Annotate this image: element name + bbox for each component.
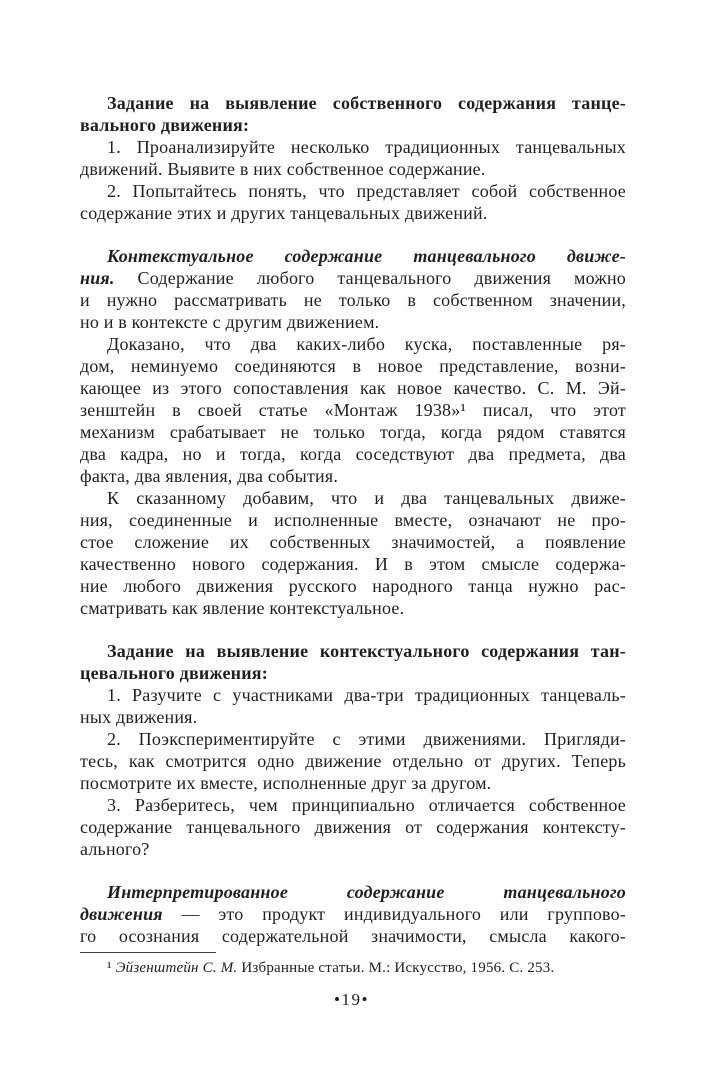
text-run: ния, соединенные и исполненные вместе, означают не про- (80, 510, 626, 530)
text-run: Избранные статьи. М.: Искусство, 1956. С. 253. (237, 960, 555, 976)
text-run: движений. Выявите в них собственное содержание. (80, 159, 486, 179)
text-line (80, 575, 626, 597)
text-line (80, 465, 626, 487)
para-interpreted-content (80, 881, 626, 947)
text-run: тесь, как смотрится одно движение отдельно от других. Теперь (80, 751, 626, 771)
text-line (80, 531, 626, 553)
text-run: и нужно рассматривать не только в собственном значении, (80, 290, 626, 310)
text-line (80, 267, 626, 289)
text-line (80, 136, 626, 158)
text-run: содержание танцевального движения от содержания контексту- (80, 817, 626, 837)
text-run: 2. Попытайтесь понять, что представляет собой собственное (107, 181, 626, 201)
text-run: зенштейн в своей статье «Монтаж 1938»¹ писал, что этот (80, 400, 626, 420)
text-line (80, 114, 626, 136)
footnote-text (80, 959, 626, 978)
text-line (80, 684, 626, 706)
text-run: кающее из этого сопоставления как новое качество. С. М. Эй- (80, 378, 626, 398)
footnote-area (80, 952, 626, 978)
text-line (80, 355, 626, 377)
text-line (80, 180, 626, 202)
text-run: 3. Разберитесь, чем принципиально отличается собственное (107, 795, 626, 815)
text-line (80, 421, 626, 443)
task-heading-own-content (80, 92, 626, 136)
text-line (80, 772, 626, 794)
text-line (80, 289, 626, 311)
page-text-content (80, 92, 626, 947)
text-run: факта, два явления, два события. (80, 466, 339, 486)
text-run: Контекстуальное содержание танцевального движе- (107, 246, 626, 266)
text-run: движения (80, 904, 163, 924)
text-line (80, 728, 626, 750)
text-line (80, 487, 626, 509)
text-line (80, 750, 626, 772)
task-heading-contextual-content (80, 640, 626, 684)
text-run: два кадра, но и тогда, когда соседствуют два предмета, два (80, 444, 626, 464)
text-line (80, 706, 626, 728)
text-line (80, 92, 626, 114)
text-run: го осознания содержательной значимости, смысла какого- (80, 926, 626, 946)
text-run: ального? (80, 839, 150, 859)
text-run: посмотрите их вместе, исполненные друг за другом. (80, 773, 492, 793)
text-run: Эйзенштейн С. М. (115, 960, 238, 976)
text-run: качественно нового содержания. И в этом смысле содержа- (80, 554, 626, 574)
task2-item-1 (80, 684, 626, 728)
text-run: дом, неминуемо соединяются в новое представление, возни- (80, 356, 626, 376)
text-run: вального движения: (80, 115, 250, 135)
text-run: Интерпретированное содержание танцевального (107, 882, 626, 902)
task2-item-2 (80, 728, 626, 794)
text-run: ¹ (107, 960, 116, 976)
text-line (80, 333, 626, 355)
text-line (80, 202, 626, 224)
text-line (80, 903, 626, 925)
text-line (80, 245, 626, 267)
text-run: механизм срабатывает не только тогда, когда рядом ставятся (80, 422, 626, 442)
para-eisenstein-montage (80, 333, 626, 487)
task2-item-3 (80, 794, 626, 860)
text-line (80, 925, 626, 947)
text-line (80, 553, 626, 575)
task-item-2 (80, 180, 626, 224)
text-line (80, 794, 626, 816)
footnote-separator-rule (80, 952, 216, 953)
text-run: — это продукт индивидуального или группово- (162, 904, 626, 924)
text-run: Содержание любого танцевального движения можно (114, 268, 626, 288)
text-line (80, 838, 626, 860)
text-line (80, 662, 626, 684)
text-run: 2. Поэкспериментируйте с этими движениями. Пригляди- (107, 729, 626, 749)
text-line (80, 399, 626, 421)
page-number: •19• (334, 990, 369, 1009)
text-run: 1. Разучите с участниками два-три традиционных танцеваль- (107, 685, 626, 705)
text-run: Задание на выявление контекстуального содержания тан- (107, 641, 626, 661)
text-run: Доказано, что два каких-либо куска, поставленные ря- (107, 334, 626, 354)
text-line (80, 816, 626, 838)
para-contextual-conclusion (80, 487, 626, 619)
text-run: Задание на выявление собственного содержания танце- (107, 93, 626, 113)
text-run: 1. Проанализируйте несколько традиционных танцевальных (107, 137, 626, 157)
text-line (80, 640, 626, 662)
text-line (80, 158, 626, 180)
text-line (80, 377, 626, 399)
text-run: стое сложение их собственных значимостей, а появление (80, 532, 626, 552)
text-run: сматривать как явление контекстуальное. (80, 598, 405, 618)
para-contextual-content (80, 245, 626, 333)
text-run: ных движения. (80, 707, 198, 727)
text-line (80, 597, 626, 619)
text-run: ния. (80, 268, 115, 288)
text-line (80, 311, 626, 333)
text-run: К сказанному добавим, что и два танцевальных движе- (107, 488, 626, 508)
text-run: цевального движения: (80, 663, 268, 683)
text-line (80, 443, 626, 465)
task-item-1 (80, 136, 626, 180)
text-run: но и в контексте с другим движением. (80, 312, 380, 332)
text-line (80, 509, 626, 531)
text-run: содержание этих и других танцевальных движений. (80, 203, 488, 223)
text-line (80, 881, 626, 903)
text-run: ние любого движения русского народного танца нужно рас- (80, 576, 626, 596)
